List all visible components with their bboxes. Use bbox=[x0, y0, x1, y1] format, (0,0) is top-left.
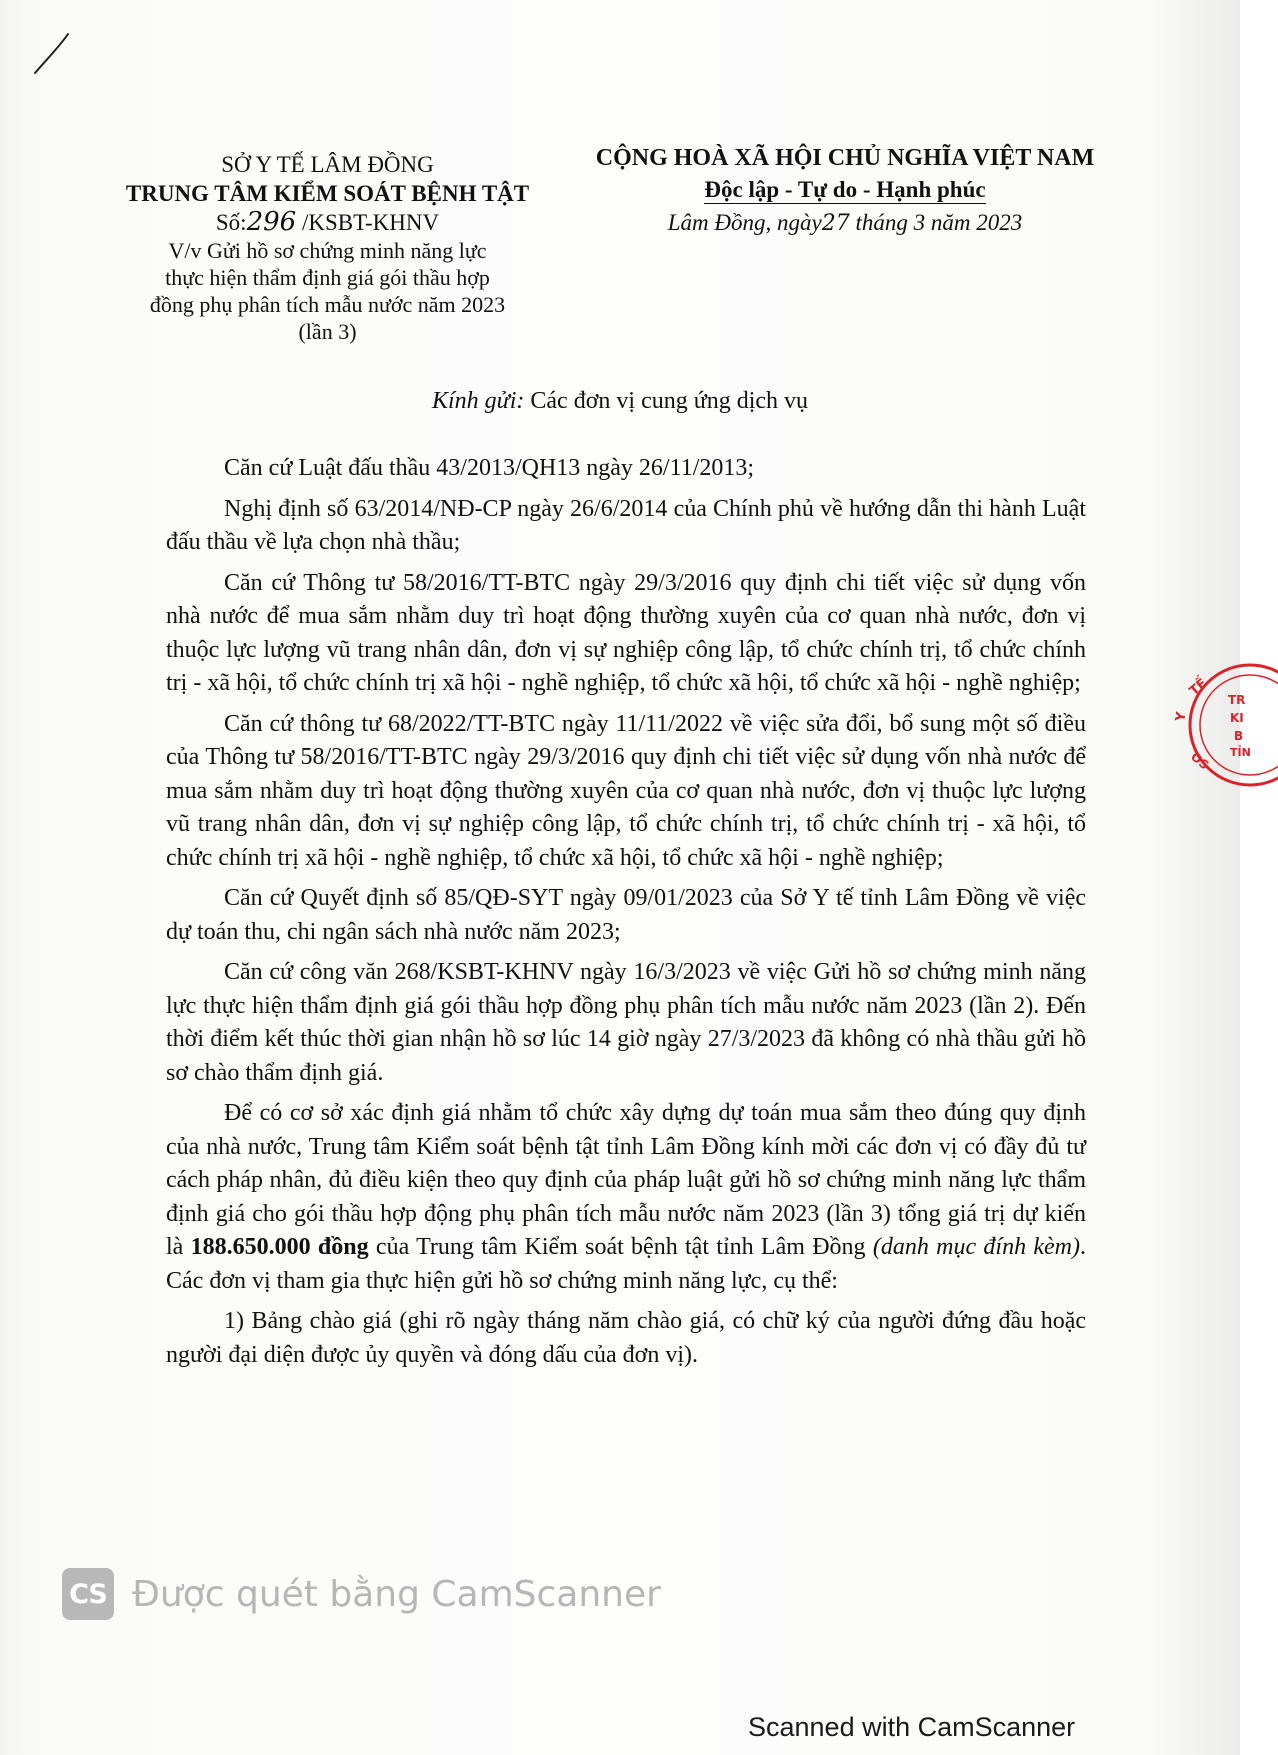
subject-line-1: V/v Gửi hồ sơ chứng minh năng lực bbox=[168, 238, 487, 263]
issuing-center: TRUNG TÂM KIỂM SOÁT BỆNH TẬT bbox=[125, 181, 530, 206]
number-prefix: Số: bbox=[215, 210, 247, 235]
svg-text:TỈN: TỈN bbox=[1230, 746, 1251, 759]
paragraph-legal-basis-5: Căn cứ Quyết định số 85/QĐ-SYT ngày 09/01/2023 của Sở Y tế tỉnh Lâm Đồng về việc dự toán thu, chi ngân sách nhà nước năm 2023; bbox=[166, 885, 1086, 945]
subject-line-2: thực hiện thẩm định giá gói thầu hợp bbox=[165, 265, 490, 290]
camscanner-watermark bbox=[62, 1567, 661, 1621]
paragraph-legal-basis-2: Nghị định số 63/2014/NĐ-CP ngày 26/6/2014 của Chính phủ về hướng dẫn thi hành Luật đấu thầu về lựa chọn nhà thầu; bbox=[166, 495, 1086, 555]
place-suffix: tháng 3 năm 2023 bbox=[849, 210, 1023, 235]
greeting-recipients: Các đơn vị cung ứng dịch vụ bbox=[524, 388, 809, 414]
national-motto: Độc lập - Tự do - Hạnh phúc bbox=[704, 177, 986, 202]
paragraph-legal-basis-4: Căn cứ thông tư 68/2022/TT-BTC ngày 11/11/2022 về việc sửa đổi, bổ sung một số điều của Thông tư 58/2016/TT-BTC ngày 29/3/2016 quy định chi tiết việc sử dụng vốn nhà nước để mua sắm nhằm duy trì hoạt động thường xuyên của cơ quan nhà nước, đơn vị thuộc lực lượng vũ trang nhân dân, đơn vị sự nghiệp công lập, tổ chức chính trị, tổ chức chính trị - xã hội, tổ chức chính trị xã hội - nghề nghiệp, tổ chức xã hội, tổ chức xã hội - nghề nghiệp; bbox=[166, 710, 1086, 871]
day-handwritten: 27 bbox=[821, 211, 850, 236]
subject-line bbox=[95, 237, 560, 345]
svg-text:TẾ: TẾ bbox=[1186, 676, 1211, 700]
paragraph-legal-basis-1: Căn cứ Luật đấu thầu 43/2013/QH13 ngày 26/11/2013; bbox=[224, 455, 755, 481]
place-prefix: Lâm Đồng, ngày bbox=[667, 210, 822, 235]
scanned-with-footer: Scanned with CamScanner bbox=[748, 1712, 1076, 1742]
subject-line-4: (lần 3) bbox=[298, 319, 357, 344]
national-title: CỘNG HOÀ XÃ HỘI CHỦ NGHĨA VIỆT NAM bbox=[595, 145, 1095, 171]
svg-text:OS: OS bbox=[1188, 749, 1212, 773]
red-seal-stamp-partial bbox=[1168, 660, 1278, 790]
parent-agency: SỞ Y TẾ LÂM ĐỒNG bbox=[221, 152, 434, 177]
number-handwritten: 296 bbox=[246, 207, 297, 237]
svg-text:B: B bbox=[1234, 729, 1244, 743]
greeting-line bbox=[0, 388, 1240, 415]
watermark-text: Được quét bằng CamScanner bbox=[132, 1573, 661, 1615]
letter-body bbox=[166, 452, 1086, 1379]
svg-text:TR: TR bbox=[1228, 693, 1246, 707]
handwritten-slash-mark bbox=[32, 30, 72, 76]
camscanner-logo-icon: CS bbox=[62, 1568, 114, 1620]
greeting-label: Kính gửi: bbox=[431, 388, 525, 414]
paragraph-legal-basis-3: Căn cứ Thông tư 58/2016/TT-BTC ngày 29/3/2016 quy định chi tiết việc sử dụng vốn nhà nước để mua sắm nhằm duy trì hoạt động thường xuyên của cơ quan nhà nước, đơn vị thuộc lực lượng vũ trang nhân dân, đơn vị sự nghiệp công lập, tổ chức chính trị, tổ chức chính trị - xã hội, tổ chức chính trị xã hội - nghề nghiệp, tổ chức xã hội, tổ chức xã hội - nghề nghiệp; bbox=[166, 569, 1086, 696]
issuing-agency-block bbox=[95, 150, 560, 345]
document-number bbox=[95, 208, 560, 237]
estimated-amount: 188.650.000 đồng bbox=[190, 1234, 369, 1260]
svg-text:KI: KI bbox=[1230, 711, 1244, 725]
subject-line-3: đồng phụ phân tích mẫu nước năm 2023 bbox=[149, 292, 506, 317]
national-header-block bbox=[575, 143, 1115, 239]
svg-text:Y: Y bbox=[1173, 710, 1190, 723]
list-item-1: 1) Bảng chào giá (ghi rõ ngày tháng năm chào giá, có chữ ký của người đứng đầu hoặc người đại diện được ủy quyền và đóng dấu của đơn vị). bbox=[166, 1308, 1086, 1368]
number-suffix: /KSBT-KHNV bbox=[296, 210, 440, 235]
paragraph-legal-basis-6: Căn cứ công văn 268/KSBT-KHNV ngày 16/3/2023 về việc Gửi hồ sơ chứng minh năng lực thực hiện thẩm định giá gói thầu hợp đồng phụ phân tích mẫu nước năm 2023 (lần 2). Đến thời điểm kết thúc thời gian nhận hồ sơ lúc 14 giờ ngày 27/3/2023 đã không có nhà thầu gửi hồ sơ chào thẩm định giá. bbox=[166, 959, 1086, 1086]
attachment-note: (danh mục đính kèm) bbox=[872, 1234, 1080, 1260]
paragraph-invitation: Để có cơ sở xác định giá nhằm tổ chức xây dựng dự toán mua sắm theo đúng quy định của nhà nước, Trung tâm Kiểm soát bệnh tật tỉnh Lâm Đồng kính mời các đơn vị có đầy đủ tư cách pháp nhân, đủ điều kiện theo quy định của pháp luật gửi hồ sơ chứng minh năng lực thẩm định giá cho gói thầu hợp động phụ phân tích mẫu nước năm 2023 (lần 3) tổng giá trị dự kiến là 188.650.000 đồng của Trung tâm Kiểm soát bệnh tật tỉnh Lâm Đồng (danh mục đính kèm). Các đơn vị tham gia thực hiện gửi hồ sơ chứng minh năng lực, cụ thể: bbox=[166, 1100, 1086, 1294]
place-and-date bbox=[575, 207, 1115, 239]
